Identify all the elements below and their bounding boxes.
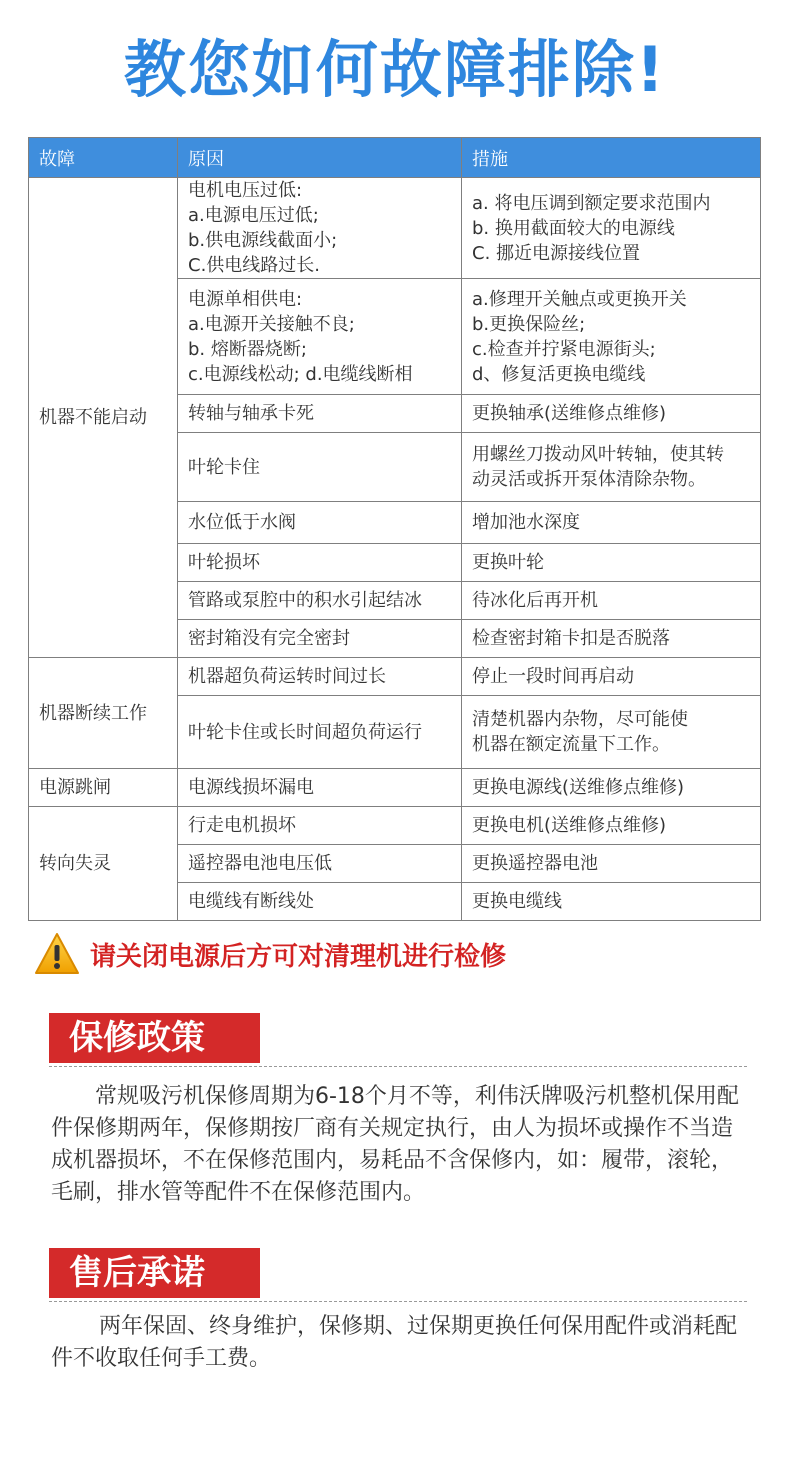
table-header-row (29, 138, 761, 178)
troubleshooting-table (28, 137, 761, 921)
measure-cell (462, 807, 761, 845)
measure-line: 用螺丝刀拨动风叶转轴，使其转 (472, 444, 724, 465)
fault-cell: 电源跳闸 (29, 769, 178, 807)
cause-cell (178, 544, 462, 582)
measure-line: c.检查并拧紧电源街头; (472, 338, 656, 360)
cause-line: 电源单相供电: (188, 288, 303, 310)
measure-cell (462, 502, 761, 544)
cause-line: 电缆线有断线处 (188, 891, 314, 912)
measure-line: 更换叶轮 (472, 552, 544, 573)
cause-line: 电源线损坏漏电 (188, 777, 314, 798)
measure-line: a. 将电压调到额定要求范围内 (472, 192, 711, 214)
measure-line: 检查密封箱卡扣是否脱落 (472, 628, 670, 649)
warranty-title: 保修政策 (49, 1013, 260, 1063)
cause-cell (178, 769, 462, 807)
page-headline: 教您如何故障排除! (123, 33, 667, 106)
cause-cell (178, 279, 462, 395)
cause-cell (178, 845, 462, 883)
measure-cell (462, 620, 761, 658)
measure-line: 更换电机(送维修点维修) (472, 815, 667, 836)
header-fault: 故障 (29, 138, 178, 178)
measure-line: C. 挪近电源接线位置 (472, 242, 641, 264)
cause-cell (178, 807, 462, 845)
cause-line: 遥控器电池电压低 (188, 853, 332, 874)
cause-line: 叶轮卡住 (188, 456, 260, 478)
cause-cell (178, 658, 462, 696)
cause-cell (178, 696, 462, 769)
measure-cell (462, 433, 761, 502)
cause-line: 叶轮损坏 (188, 552, 260, 573)
cause-line: 行走电机损坏 (188, 815, 296, 836)
header-measure: 措施 (462, 138, 761, 178)
cause-line: 电机电压过低: (188, 180, 303, 201)
measure-line: 更换轴承(送维修点维修) (472, 403, 667, 424)
cause-line: 叶轮卡住或长时间超负荷运行 (188, 721, 422, 743)
measure-cell (462, 279, 761, 395)
table-row (29, 769, 761, 807)
measure-line: d、修复活更换电缆线 (472, 363, 646, 385)
measure-cell (462, 658, 761, 696)
fault-cell: 机器不能启动 (29, 178, 178, 658)
warning-notice (34, 930, 506, 978)
cause-line: a.电源开关接触不良; (188, 313, 355, 335)
table-row (29, 658, 761, 696)
measure-cell (462, 696, 761, 769)
fault-cell: 转向失灵 (29, 807, 178, 921)
cause-cell (178, 883, 462, 921)
cause-cell (178, 502, 462, 544)
measure-cell (462, 395, 761, 433)
warranty-body: 常规吸污机保修周期为6-18个月不等，利伟沃牌吸污机整机保用配件保修期两年，保修期按厂商有关规定执行，由人为损坏或操作不当造成机器损坏，不在保修范围内，易耗品不含保修内，如：履带，滚轮，毛刷，排水管等配件不在保修范围内。 (51, 1084, 739, 1205)
cause-line: 管路或泵腔中的积水引起结冰 (188, 590, 422, 611)
warranty-divider (49, 1066, 747, 1067)
cause-line: C.供电线路过长. (188, 255, 321, 276)
measure-line: 清楚机器内杂物，尽可能使 (472, 709, 688, 730)
measure-line: b.更换保险丝; (472, 313, 586, 335)
table-row (29, 807, 761, 845)
table-row (29, 178, 761, 279)
cause-cell (178, 582, 462, 620)
measure-line: 更换电源线(送维修点维修) (472, 777, 685, 798)
cause-cell (178, 178, 462, 279)
measure-cell (462, 544, 761, 582)
measure-cell (462, 883, 761, 921)
aftersale-title: 售后承诺 (49, 1248, 260, 1298)
cause-cell (178, 620, 462, 658)
aftersale-divider (49, 1301, 747, 1302)
measure-cell (462, 582, 761, 620)
measure-line: 停止一段时间再启动 (472, 666, 634, 687)
header-cause: 原因 (178, 138, 462, 178)
cause-line: b.供电源线截面小; (188, 230, 338, 251)
measure-line: 机器在额定流量下工作。 (472, 734, 670, 755)
table-body (29, 178, 761, 921)
cause-line: 转轴与轴承卡死 (188, 403, 314, 424)
cause-line: a.电源电压过低; (188, 205, 319, 226)
cause-line: 密封箱没有完全密封 (188, 628, 350, 649)
cause-line: 水位低于水阀 (188, 512, 296, 533)
cause-cell (178, 433, 462, 502)
fault-cell: 机器断续工作 (29, 658, 178, 769)
cause-line: c.电源线松动; d.电缆线断相 (188, 363, 413, 385)
measure-line: a.修理开关触点或更换开关 (472, 288, 687, 310)
cause-cell (178, 395, 462, 433)
measure-cell (462, 845, 761, 883)
measure-line: 更换电缆线 (472, 891, 562, 912)
warning-triangle-icon (34, 932, 80, 976)
measure-line: b. 换用截面较大的电源线 (472, 217, 675, 239)
cause-line: b. 熔断器烧断; (188, 338, 307, 360)
cause-line: 机器超负荷运转时间过长 (188, 666, 386, 687)
measure-line: 更换遥控器电池 (472, 853, 598, 874)
warning-text: 请关闭电源后方可对清理机进行检修 (90, 941, 507, 972)
measure-cell (462, 769, 761, 807)
measure-line: 待冰化后再开机 (472, 590, 598, 611)
measure-cell (462, 178, 761, 279)
measure-line: 增加池水深度 (472, 512, 580, 533)
measure-line: 动灵活或拆开泵体清除杂物。 (472, 469, 706, 490)
aftersale-body: 两年保固、终身维护，保修期、过保期更换任何保用配件或消耗配件不收取任何手工费。 (51, 1314, 738, 1371)
